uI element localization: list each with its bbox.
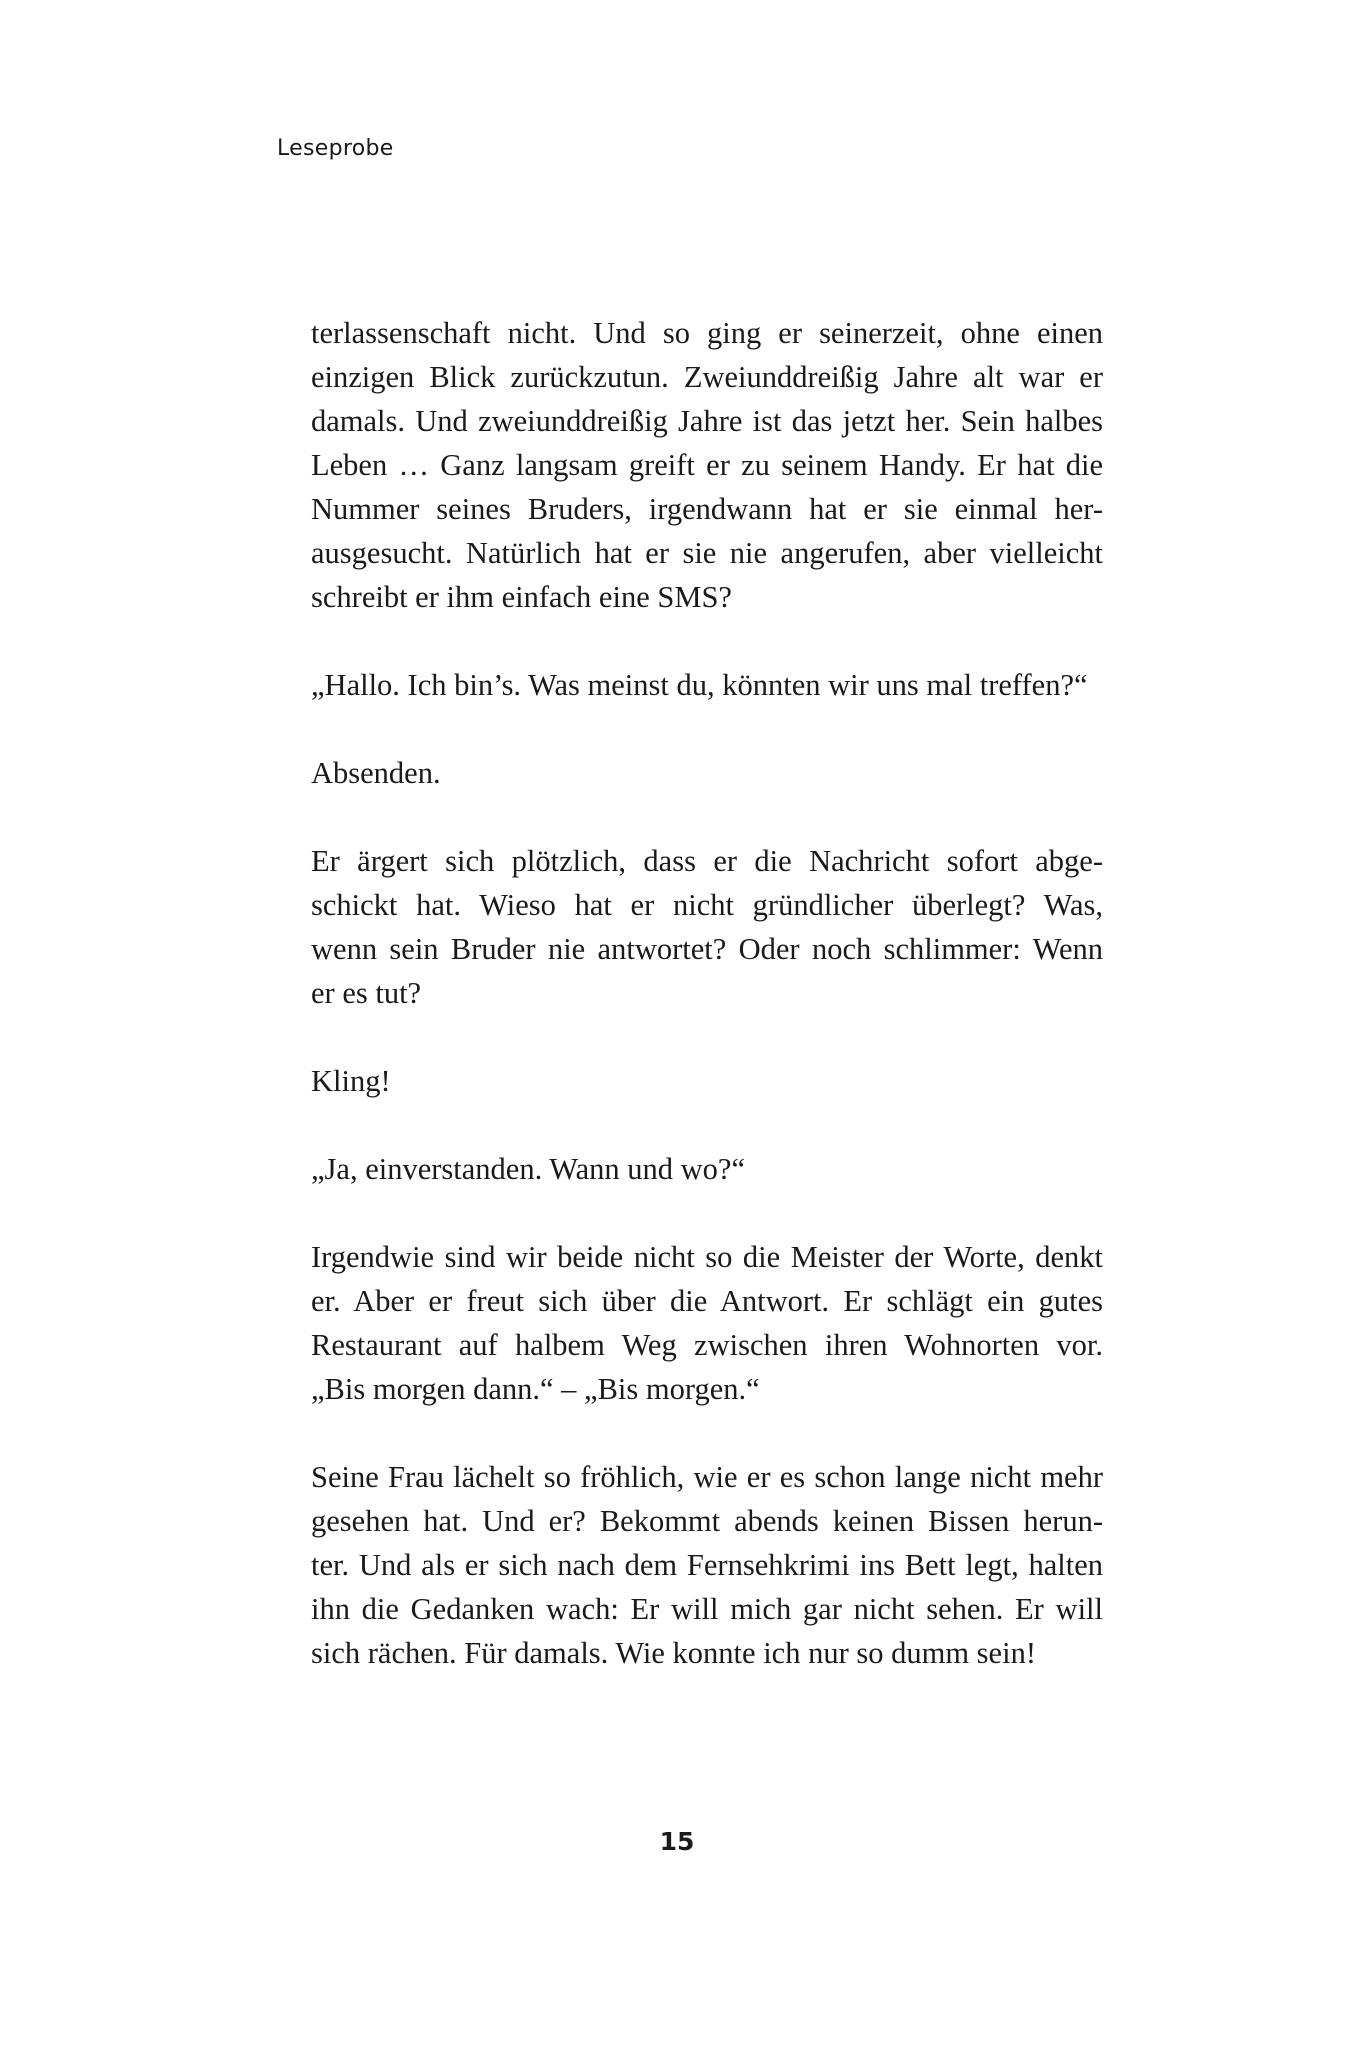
text-line: „Bis morgen dann.“ – „Bis morgen.“ — [311, 1372, 760, 1406]
text-line: Er ärgert sich plötzlich, dass er die Nachricht sofort abge- — [311, 844, 1103, 878]
text-line: ihn die Gedanken wach: Er will mich gar nicht sehen. Er will — [311, 1592, 1103, 1626]
text-line: schreibt er ihm einfach eine SMS? — [311, 580, 732, 614]
text-line: ausgesucht. Natürlich hat er sie nie angerufen, aber vielleicht — [311, 536, 1103, 570]
paragraph — [311, 1147, 1103, 1191]
text-line: sich rächen. Für damals. Wie konnte ich nur so dumm sein! — [311, 1636, 1036, 1670]
paragraph — [311, 839, 1103, 1015]
text-line: gesehen hat. Und er? Bekommt abends keinen Bissen herun- — [311, 1504, 1103, 1538]
text-line: „Ja, einverstanden. Wann und wo?“ — [311, 1152, 745, 1186]
running-header: Leseprobe — [277, 136, 394, 161]
paragraph — [311, 1059, 1103, 1103]
page-number: 15 — [659, 1827, 695, 1856]
paragraph — [311, 751, 1103, 795]
text-line: wenn sein Bruder nie antwortet? Oder noch schlimmer: Wenn — [311, 932, 1103, 966]
text-line: Nummer seines Bruders, irgendwann hat er sie einmal her- — [311, 492, 1103, 526]
text-line: terlassenschaft nicht. Und so ging er seinerzeit, ohne einen — [311, 316, 1103, 350]
text-line: Irgendwie sind wir beide nicht so die Meister der Worte, denkt — [311, 1240, 1103, 1274]
text-line: er. Aber er freut sich über die Antwort. Er schlägt ein gutes — [311, 1284, 1103, 1318]
text-line: damals. Und zweiunddreißig Jahre ist das jetzt her. Sein halbes — [311, 404, 1103, 438]
paragraph — [311, 1455, 1103, 1675]
text-line: Restaurant auf halbem Weg zwischen ihren Wohnorten vor. — [311, 1328, 1103, 1362]
text-line: ter. Und als er sich nach dem Fernsehkrimi ins Bett legt, halten — [311, 1548, 1103, 1582]
text-line: Kling! — [311, 1064, 391, 1098]
body-text — [311, 311, 1103, 1719]
text-line: Seine Frau lächelt so fröhlich, wie er es schon lange nicht mehr — [311, 1460, 1103, 1494]
text-line: Absenden. — [311, 756, 441, 790]
paragraph — [311, 311, 1103, 619]
text-line: er es tut? — [311, 976, 422, 1010]
text-line: „Hallo. Ich bin’s. Was meinst du, könnten wir uns mal treffen?“ — [311, 668, 1088, 702]
text-line: einzigen Blick zurückzutun. Zweiunddreißig Jahre alt war er — [311, 360, 1103, 394]
text-line: Leben … Ganz langsam greift er zu seinem Handy. Er hat die — [311, 448, 1103, 482]
paragraph — [311, 663, 1103, 707]
text-line: schickt hat. Wieso hat er nicht gründlicher überlegt? Was, — [311, 888, 1103, 922]
paragraph — [311, 1235, 1103, 1411]
